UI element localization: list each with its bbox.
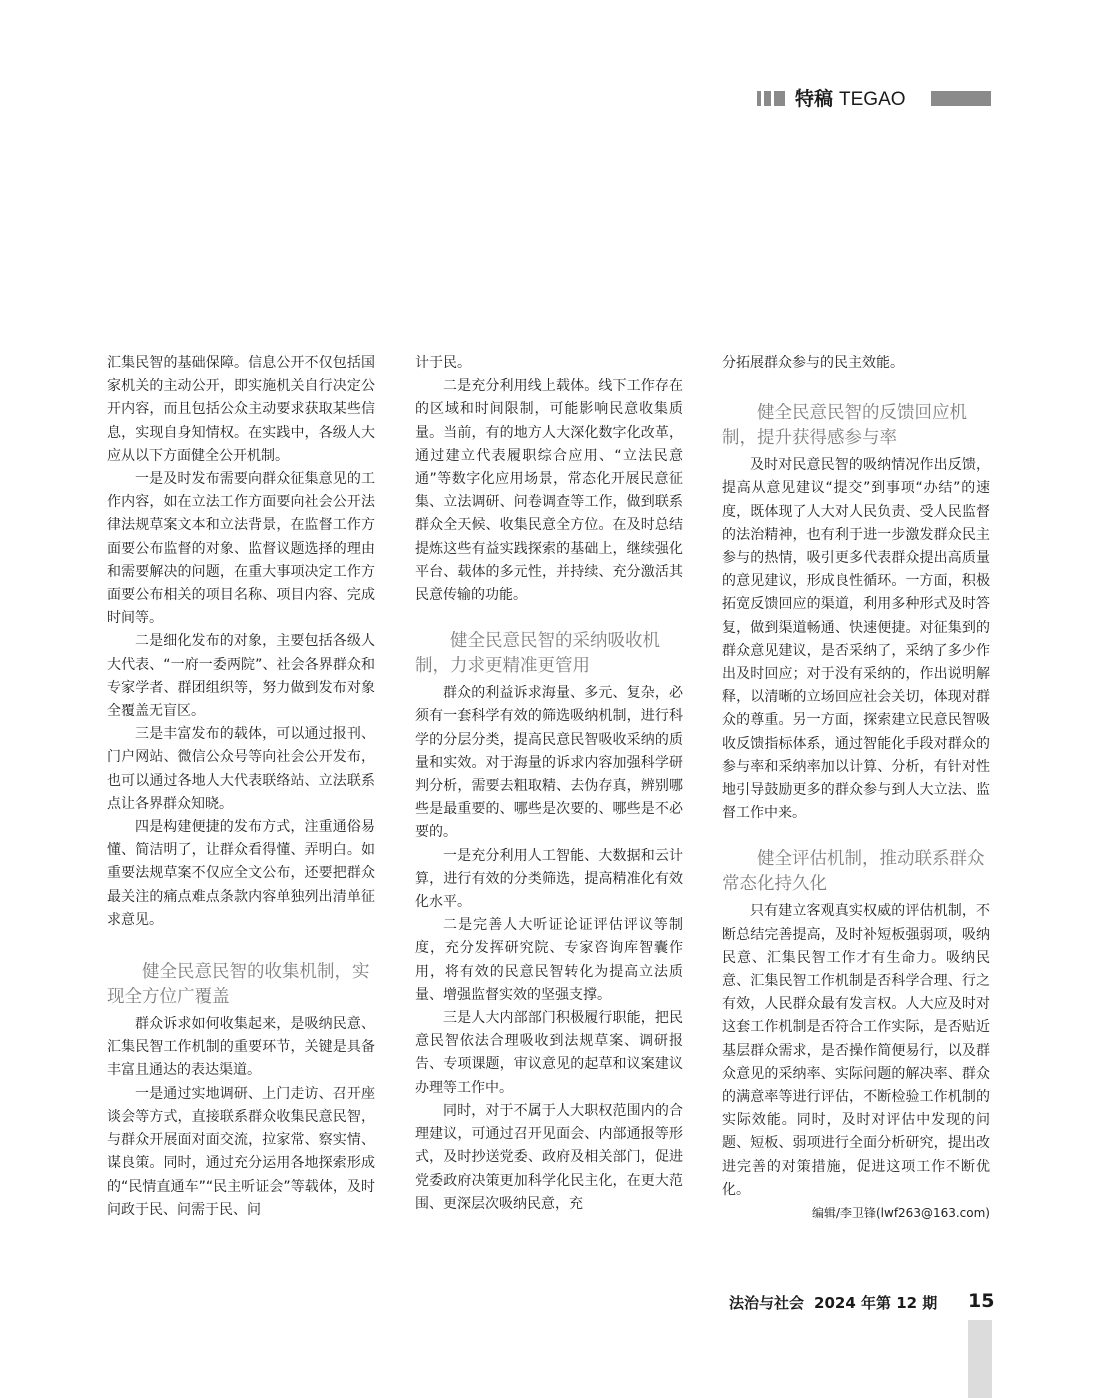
column-1 (107, 352, 375, 1222)
paragraph: 二是完善人大听证论证评估评议等制度，充分发挥研究院、专家咨询库智囊作用，将有效的民意民智转化为提高立法质量、增强监督实效的坚强支撑。 (415, 917, 683, 1003)
paragraph: 三是人大内部部门积极履行职能，把民意民智依法合理吸收到法规草案、调研报告、专项课题，审议意见的起草和议案建议办理等工作中。 (415, 1010, 683, 1096)
section-name-en: TEGAO (839, 89, 906, 110)
paragraph: 群众诉求如何收集起来，是吸纳民意、汇集民智工作机制的重要环节，关键是具备丰富且通达的表达渠道。 (107, 1016, 375, 1079)
paragraph: 一是充分利用人工智能、大数据和云计算，进行有效的分类筛选，提高精准化有效化水平。 (415, 847, 683, 911)
paragraph: 四是构建便捷的发布方式，注重通俗易懂、简洁明了，让群众看得懂、弄明白。如重要法规草案不仅应全文公布，还要把群众最关注的痛点难点条款内容单独列出清单征求意见。 (107, 819, 375, 928)
paragraph: 同时，对于不属于人大职权范围内的合理建议，可通过召开见面会、内部通报等形式，及时抄送党委、政府及相关部门，促进党委政府决策更加科学化民主化，在更大范围、更深层次吸纳民意，充 (415, 1102, 683, 1212)
paragraph: 一是及时发布需要向群众征集意见的工作内容，如在立法工作方面要向社会公开法律法规草案文本和立法背景，在监督工作方面要公布监督的对象、监督议题选择的理由和需要解决的问题，在重大事项决定工作方面要公布相关的项目名称、项目内容、完成时间等。 (107, 471, 375, 627)
header-bar-1 (757, 91, 761, 106)
paragraph: 只有建立客观真实权威的评估机制，不断总结完善提高，及时补短板强弱项，吸纳民意、汇集民智工作才有生命力。吸纳民意、汇集民智工作机制是否科学合理、行之有效，人民群众最有发言权。人大应及时对这套工作机制是否符合工作实际，是否贴近基层群众需求，是否操作简便易行，以及群众意见的采纳率、实际问题的解决率、群众的满意率等进行评估，不断检验工作机制的实际效能。同时，及时对评估中发现的问题、短板、弱项进行全面分析研究，提出改进完善的对策措施，促进这项工作不断优化。 (722, 903, 990, 1198)
column-3 (722, 352, 990, 1222)
paragraph: 计于民。 (415, 355, 471, 371)
section-heading: 健全评估机制，推动联系群众常态化持久化 (722, 849, 985, 895)
column-2 (415, 352, 683, 1216)
page-edge-band (968, 1320, 992, 1398)
section-header (757, 88, 991, 112)
paragraph: 二是充分利用线上载体。线下工作存在的区域和时间限制，可能影响民意收集质量。当前，有的地方人大深化数字化改革，通过建立代表履职综合应用、“立法民意通”等数字化应用场景，常态化开展民意征集、立法调研、问卷调查等工作，做到联系群众全天候、收集民意全方位。在及时总结提炼这些有益实践探索的基础上，继续强化平台、载体的多元性，并持续、充分激活其民意传输的功能。 (415, 378, 683, 604)
paragraph: 分拓展群众参与的民主效能。 (722, 355, 904, 371)
editor-credit: 编辑/李卫锋(lwf263@163.com) (811, 1206, 990, 1221)
issue-label: 2024 年第 12 期 (814, 1294, 938, 1312)
page-number: 15 (968, 1290, 995, 1312)
page-footer (729, 1292, 937, 1314)
header-bar-2 (764, 91, 771, 106)
paragraph: 及时对民意民智的吸纳情况作出反馈，提高从意见建议“提交”到事项“办结”的速度，既体现了人大对人民负责、受人民监督的法治精神，也有利于进一步激发群众民主参与的热情，吸引更多代表群众提出高质量的意见建议，形成良性循环。一方面，积极拓宽反馈回应的渠道，利用多种形式及时答复，做到渠道畅通、快速便捷。对征集到的群众意见建议，是否采纳了，采纳了多少作出及时回应；对于没有采纳的，作出说明解释，以清晰的立场回应社会关切，体现对群众的尊重。另一方面，探索建立民意民智吸收反馈指标体系，通过智能化手段对群众的参与率和采纳率加以计算、分析，有针对性地引导鼓励更多的群众参与到人大立法、监督工作中来。 (722, 457, 990, 822)
magazine-name: 法治与社会 (729, 1294, 805, 1312)
section-heading: 健全民意民智的反馈回应机制，提升获得感参与率 (722, 403, 967, 449)
section-name-zh: 特稿 (795, 88, 834, 110)
paragraph: 三是丰富发布的载体，可以通过报刊、门户网站、微信公众号等向社会公开发布，也可以通过各地人大代表联络站、立法联系点让各界群众知晓。 (107, 726, 375, 812)
paragraph: 二是细化发布的对象，主要包括各级人大代表、“一府一委两院”、社会各界群众和专家学者、群团组织等，努力做到发布对象全覆盖无盲区。 (107, 633, 375, 720)
header-bar-4 (931, 91, 991, 106)
paragraph: 群众的利益诉求海量、多元、复杂，必须有一套科学有效的筛选吸纳机制，进行科学的分层分类，提高民意民智吸收采纳的质量和实效。对于海量的诉求内容加强科学研判分析，需要去粗取精、去伪存真，辨别哪些是最重要的、哪些是次要的、哪些是不必要的。 (415, 685, 683, 841)
section-heading: 健全民意民智的采纳吸收机制，力求更精准更管用 (415, 631, 660, 677)
header-bar-3 (774, 91, 785, 106)
paragraph: 汇集民智的基础保障。信息公开不仅包括国家机关的主动公开，即实施机关自行决定公开内容，而且包括公众主动要求获取某些信息，实现自身知情权。在实践中，各级人大应从以下方面健全公开机制。 (107, 355, 375, 464)
section-label (795, 87, 906, 112)
section-heading: 健全民意民智的收集机制，实现全方位广覆盖 (107, 962, 370, 1008)
paragraph: 一是通过实地调研、上门走访、召开座谈会等方式，直接联系群众收集民意民智，与群众开展面对面交流，拉家常、察实情、谋良策。同时，通过充分运用各地探索形成的“民情直通车”“民主听证会”等载体，及时问政于民、问需于民、问 (107, 1085, 375, 1218)
